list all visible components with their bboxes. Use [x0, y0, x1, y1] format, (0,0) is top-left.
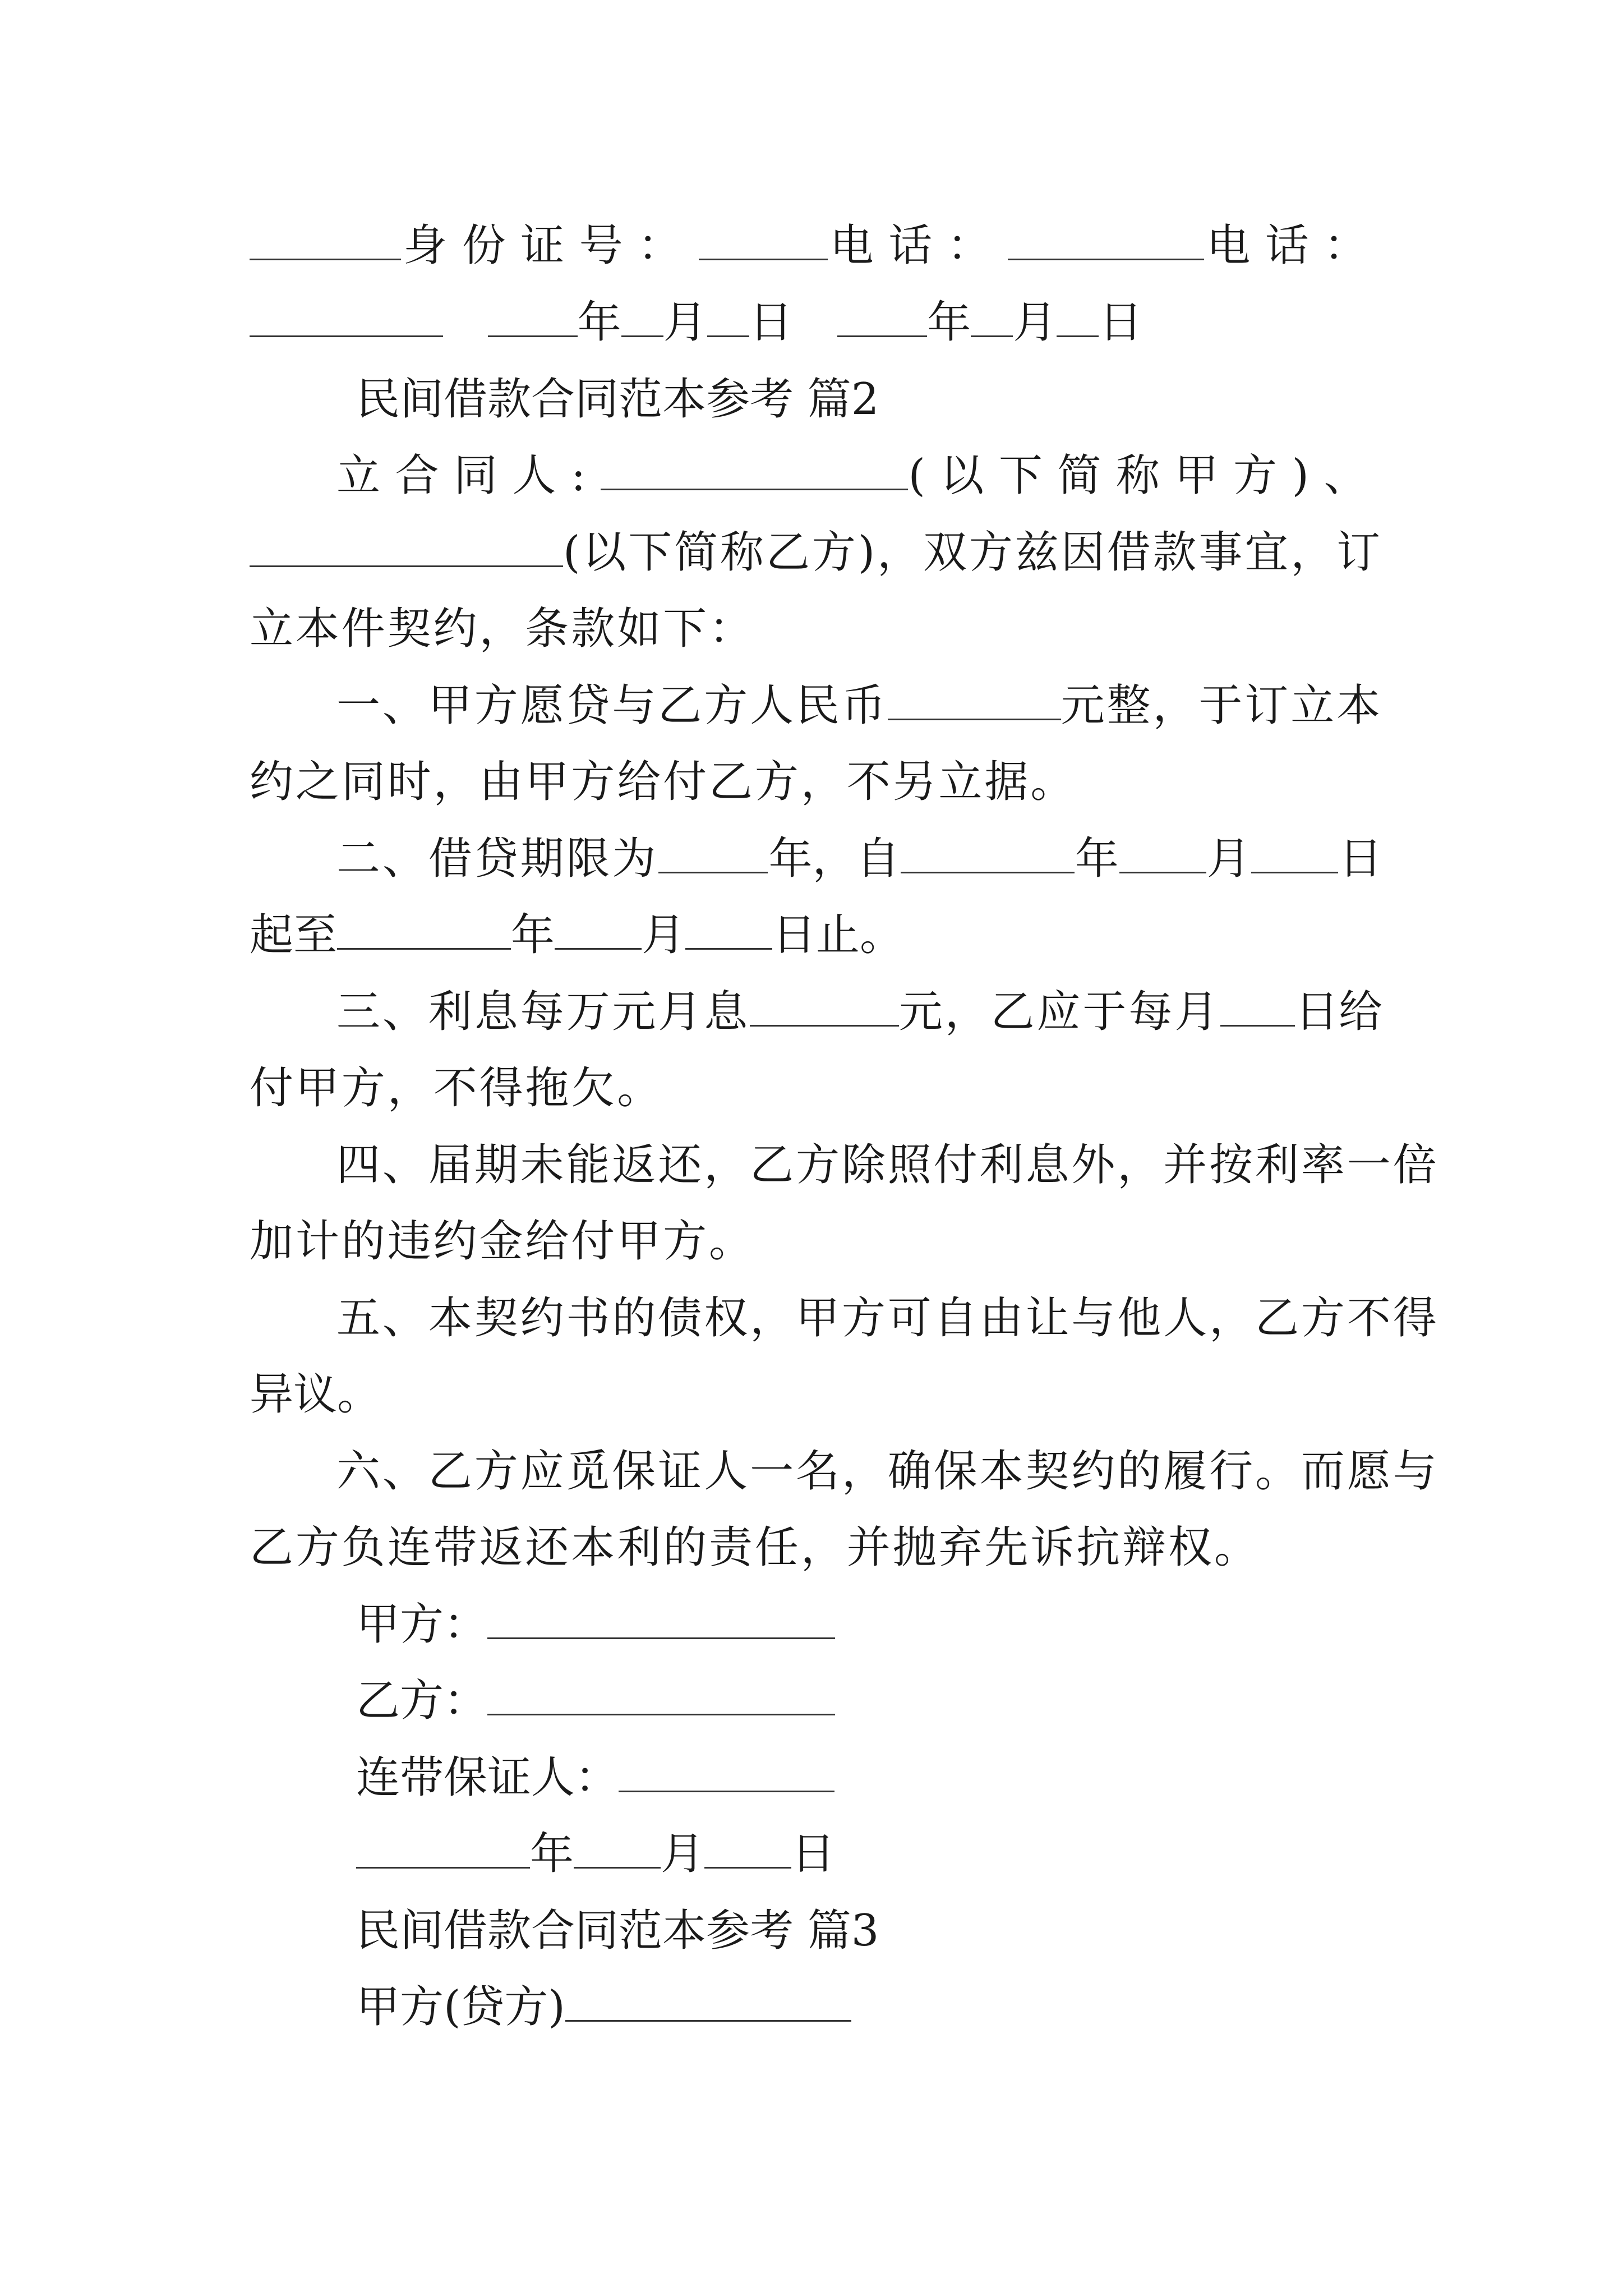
day-blank	[704, 1832, 791, 1869]
section-title-text: 民间借款合同范本参考 篇3	[356, 1906, 879, 1956]
id-blank	[699, 224, 828, 260]
id-label: 身份证号：	[403, 220, 697, 271]
month-label: 月	[1013, 297, 1057, 348]
lender-label: 甲方(贷方)	[356, 1982, 565, 2032]
amount-blank	[888, 684, 1061, 720]
signature-blank	[487, 1603, 835, 1639]
clause-text: 乙方负连带返还本利的责任，并抛弃先诉抗辩权。	[250, 1522, 1260, 1573]
blank	[971, 301, 1013, 337]
day-label: 日	[749, 297, 793, 348]
clause-text: 三、利息每万元月息	[336, 987, 750, 1037]
clause-3	[336, 984, 1382, 1040]
date-row	[250, 295, 1382, 351]
clause-text: 一、甲方愿贷与乙方人民币	[336, 680, 888, 731]
clause-text: 年，自	[768, 834, 900, 884]
phone-label-2: 电话：	[1206, 220, 1382, 271]
clause-text: 付甲方，不得拖欠。	[250, 1063, 663, 1114]
blank	[1057, 301, 1099, 337]
clause-4-cont	[250, 1213, 1382, 1269]
clause-text: 异议。	[250, 1369, 381, 1420]
month-blank	[574, 1832, 661, 1869]
clause-text: 日止。	[772, 910, 904, 960]
blank	[250, 301, 443, 337]
clause-3-cont	[250, 1060, 1382, 1116]
blank	[837, 301, 927, 337]
sign-guarantor	[356, 1750, 1489, 1806]
clause-text: 约之同时，由甲方给付乙方，不另立据。	[250, 757, 1077, 807]
day-label: 日	[1338, 834, 1382, 884]
year-label: 年	[1075, 834, 1119, 884]
paragraph-text: 立本件契约，条款如下：	[250, 604, 755, 654]
clause-text: 六、乙方应觅保证人一名，确保本契约的履行。而愿与	[336, 1446, 1439, 1497]
phone-blank-1	[1008, 224, 1204, 260]
sign-date	[356, 1826, 1489, 1882]
clause-text: 加计的违约金给付甲方。	[250, 1216, 755, 1267]
sign-label: 连带保证人：	[356, 1752, 619, 1803]
party-a-blank	[601, 454, 909, 490]
clause-text: 四、届期未能返还，乙方除照付利息外，并按利率一倍	[336, 1140, 1439, 1190]
interest-blank	[750, 990, 899, 1027]
id-phone-row	[250, 218, 1382, 274]
sign-label: 甲方：	[356, 1599, 488, 1650]
clause-text: 起至	[250, 910, 338, 960]
parties-row	[336, 448, 1382, 504]
name-blank	[250, 224, 401, 260]
year-label: 年	[577, 297, 621, 348]
section2-title	[356, 371, 1489, 427]
blank	[707, 301, 749, 337]
clause-1-cont	[250, 754, 1382, 810]
blank	[621, 301, 663, 337]
month-blank	[1119, 837, 1206, 873]
year-label: 年	[927, 297, 971, 348]
day-blank	[1220, 990, 1295, 1027]
blank	[488, 301, 578, 337]
clause-text: 元整，于订立本	[1061, 680, 1382, 731]
phone-label-1: 电话：	[829, 220, 1006, 271]
clause-4	[336, 1137, 1439, 1193]
section3-title	[356, 1903, 1489, 1959]
party-b-blank	[250, 531, 563, 567]
section-title-text: 民间借款合同范本参考 篇2	[356, 374, 879, 425]
sign-party-b	[356, 1673, 1489, 1729]
year-blank	[901, 837, 1075, 873]
lender-blank	[565, 1985, 851, 2022]
day-label: 日	[791, 1829, 836, 1879]
clause-6-cont	[250, 1520, 1382, 1576]
month-blank	[555, 913, 642, 950]
sign-party-a	[356, 1596, 1489, 1653]
day-label: 日	[1099, 297, 1143, 348]
section3-lender	[356, 1979, 1489, 2035]
party-a-abbr: (以下简称甲方)、	[908, 450, 1382, 501]
day-blank	[1251, 837, 1338, 873]
intro-end	[250, 601, 1382, 657]
parties-label: 立合同人:	[336, 450, 601, 501]
term-blank	[658, 837, 768, 873]
year-label: 年	[530, 1829, 574, 1879]
clause-text: 五、本契约书的债权，甲方可自由让与他人，乙方不得	[336, 1293, 1439, 1343]
clause-6	[336, 1443, 1439, 1499]
clause-2	[336, 831, 1382, 887]
day-blank	[685, 913, 772, 950]
party-b-abbr: (以下简称乙方)，双方兹因借款事宜，订	[563, 527, 1382, 578]
clause-text: 日给	[1294, 987, 1382, 1037]
clause-text: 元，乙应于每月	[898, 987, 1221, 1037]
month-label: 月	[1206, 834, 1251, 884]
month-label: 月	[661, 1829, 705, 1879]
year-blank	[356, 1832, 530, 1869]
clause-1	[336, 678, 1382, 734]
month-label: 月	[663, 297, 707, 348]
clause-text: 二、借贷期限为	[336, 834, 658, 884]
clause-5-cont	[250, 1366, 1382, 1423]
clause-5	[336, 1290, 1439, 1346]
sign-label: 乙方：	[356, 1676, 488, 1726]
party-b-row	[250, 524, 1382, 581]
month-label: 月	[642, 910, 686, 960]
signature-blank	[487, 1679, 835, 1715]
year-blank	[337, 913, 511, 950]
clause-2-cont	[250, 907, 1382, 963]
signature-blank	[619, 1756, 834, 1792]
year-label: 年	[511, 910, 555, 960]
